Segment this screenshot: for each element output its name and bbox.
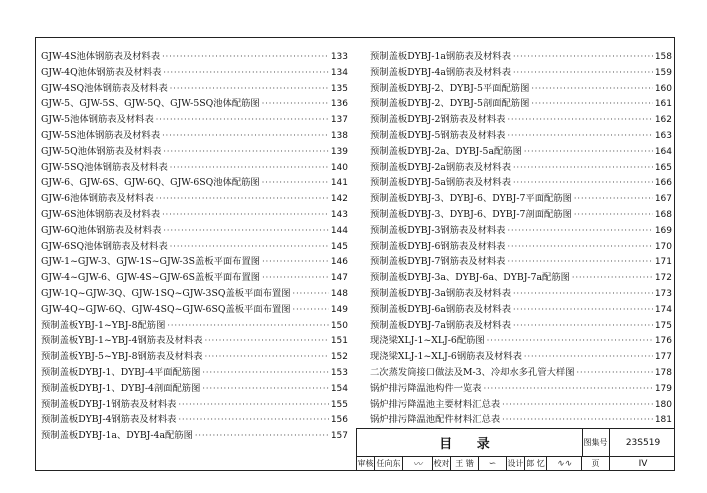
toc-entry-title: 预制盖板DYBJ-6a钢筋表及材料表	[370, 303, 512, 315]
toc-entry-page: 162	[654, 115, 672, 126]
toc-left-column	[41, 49, 348, 444]
toc-entry-page: 147	[330, 273, 348, 284]
toc-entry-page: 159	[654, 67, 672, 78]
toc-entry	[41, 254, 348, 270]
toc-entry-page: 181	[654, 415, 672, 426]
toc-leader-dots	[574, 191, 653, 207]
toc-entry-page: 151	[330, 336, 348, 347]
toc-entry	[41, 49, 348, 65]
toc-entry	[370, 239, 672, 255]
toc-entry	[41, 112, 348, 128]
toc-entry-page: 137	[330, 115, 348, 126]
toc-leader-dots	[170, 239, 329, 255]
toc-entry	[370, 270, 672, 286]
toc-entry-page: 138	[330, 130, 348, 141]
toc-entry	[41, 333, 348, 349]
toc-entry	[370, 365, 672, 381]
toc-entry-title: 预制盖板DYBJ-6钢筋表及材料表	[370, 240, 506, 252]
atlas-number-label: 图集号	[582, 429, 610, 456]
toc-entry	[41, 302, 348, 318]
checker-name: 王 锴	[451, 456, 479, 471]
toc-entry-page: 144	[330, 225, 348, 236]
reviewer-signature-mark: 〰	[412, 460, 422, 470]
toc-entry-page: 141	[330, 178, 348, 189]
toc-entry-title: 预制盖板DYBJ-5a钢筋表及材料表	[370, 177, 512, 189]
review-label: 审核	[357, 456, 375, 471]
toc-entry	[41, 65, 348, 81]
toc-entry-title: 预制盖板DYBJ-7a钢筋表及材料表	[370, 319, 512, 331]
toc-entry-page: 180	[654, 399, 672, 410]
toc-entry-title: 预制盖板DYBJ-7钢筋表及材料表	[370, 256, 506, 268]
toc-entry-page: 135	[330, 83, 348, 94]
check-label: 校对	[433, 456, 451, 471]
toc-leader-dots	[577, 365, 653, 381]
toc-leader-dots	[262, 270, 329, 286]
toc-entry	[41, 270, 348, 286]
toc-leader-dots	[524, 349, 653, 365]
toc-entry	[370, 96, 672, 112]
toc-right-column	[370, 49, 672, 428]
toc-entry	[370, 207, 672, 223]
page-title: 目 录	[357, 429, 583, 456]
toc-entry-page: 152	[330, 352, 348, 363]
toc-entry-page: 174	[654, 304, 672, 315]
toc-leader-dots	[531, 96, 652, 112]
toc-entry	[41, 191, 348, 207]
toc-entry	[370, 333, 672, 349]
toc-leader-dots	[572, 270, 653, 286]
toc-entry-page: 136	[330, 99, 348, 110]
toc-entry	[41, 428, 348, 444]
toc-entry-title: 预制盖板DYBJ-4a钢筋表及材料表	[370, 66, 512, 78]
toc-leader-dots	[513, 65, 653, 81]
toc-leader-dots	[156, 112, 329, 128]
toc-entry	[370, 112, 672, 128]
toc-entry-title: 预制盖板DYBJ-1a钢筋表及材料表	[370, 51, 512, 62]
toc-leader-dots	[162, 207, 329, 223]
toc-leader-dots	[513, 175, 653, 191]
toc-entry	[370, 81, 672, 97]
toc-entry-title: 现浇梁XLJ-1~XLJ-6配筋图	[370, 335, 485, 347]
atlas-number: 23S519	[625, 437, 661, 448]
toc-entry-title: GJW-5、GJW-5S、GJW-5Q、GJW-5SQ池体配筋图	[41, 98, 260, 110]
toc-entry-page: 161	[654, 99, 672, 110]
reviewer-name: 任向东	[375, 456, 403, 471]
toc-entry-title: GJW-6SQ池体钢筋表及材料表	[41, 240, 168, 252]
toc-entry-page: 172	[654, 273, 672, 284]
toc-entry-page: 160	[654, 83, 672, 94]
toc-entry-page: 175	[654, 320, 672, 331]
toc-entry-page: 145	[330, 241, 348, 252]
toc-leader-dots	[202, 381, 328, 397]
toc-entry-page: 133	[330, 52, 348, 62]
toc-entry-title: GJW-1Q~GJW-3Q、GJW-1SQ~GJW-3SQ盖板平面布置图	[41, 287, 291, 299]
toc-entry-title: GJW-4Q~GJW-6Q、GJW-4SQ~GJW-6SQ盖板平面布置图	[41, 303, 291, 315]
toc-leader-dots	[205, 349, 329, 365]
toc-entry	[41, 81, 348, 97]
toc-entry-title: 预制盖板DYBJ-3a、DYBJ-6a、DYBJ-7a配筋图	[370, 272, 570, 284]
toc-leader-dots	[513, 160, 653, 176]
toc-entry-page: 170	[654, 241, 672, 252]
toc-leader-dots	[167, 318, 328, 334]
title-block-row-1	[357, 429, 675, 457]
toc-entry-title: GJW-1~GJW-3、GJW-1S~GJW-3S盖板平面布置图	[41, 256, 261, 268]
toc-entry	[370, 128, 672, 144]
toc-leader-dots	[513, 318, 653, 334]
toc-entry-page: 157	[330, 431, 348, 442]
toc-leader-dots	[487, 333, 653, 349]
toc-entry-page: 164	[654, 146, 672, 157]
toc-entry-title: 预制盖板DYBJ-3钢筋表及材料表	[370, 224, 506, 236]
toc-entry-title: 二次蒸发筒接口做法及M-3、冷却水多孔管大样图	[370, 366, 575, 378]
toc-leader-dots	[507, 128, 652, 144]
toc-entry-title: 预制盖板DYBJ-3、DYBJ-6、DYBJ-7剖面配筋图	[370, 208, 572, 220]
toc-entry	[41, 96, 348, 112]
toc-entry-page: 179	[654, 383, 672, 394]
toc-leader-dots	[205, 333, 329, 349]
toc-entry-page: 173	[654, 288, 672, 299]
toc-leader-dots	[178, 412, 328, 428]
toc-entry-page: 155	[330, 399, 348, 410]
toc-entry-title: 预制盖板YBJ-5~YBJ-8钢筋表及材料表	[41, 351, 203, 363]
toc-entry-title: GJW-6S池体钢筋表及材料表	[41, 208, 161, 220]
toc-entry-page: 153	[330, 367, 348, 378]
toc-entry-title: GJW-5池体钢筋表及材料表	[41, 114, 154, 126]
toc-leader-dots	[262, 96, 329, 112]
toc-entry-title: 预制盖板DYBJ-4钢筋表及材料表	[41, 414, 177, 426]
toc-leader-dots	[163, 223, 328, 239]
toc-entry-page: 171	[654, 257, 672, 268]
toc-leader-dots	[507, 254, 652, 270]
toc-entry-page: 166	[654, 178, 672, 189]
toc-entry	[370, 397, 672, 413]
title-block	[356, 428, 675, 471]
toc-entry	[41, 318, 348, 334]
toc-entry	[41, 365, 348, 381]
toc-leader-dots	[524, 144, 653, 160]
toc-entry-title: GJW-4~GJW-6、GJW-4S~GJW-6S盖板平面布置图	[41, 272, 261, 284]
toc-leader-dots	[170, 81, 329, 97]
toc-leader-dots	[574, 207, 653, 223]
toc-leader-dots	[502, 412, 653, 428]
toc-entry	[41, 286, 348, 302]
toc-leader-dots	[162, 128, 329, 144]
design-label: 设计	[507, 456, 525, 471]
toc-entry-title: GJW-5SQ池体钢筋表及材料表	[41, 161, 168, 173]
toc-entry-page: 168	[654, 209, 672, 220]
toc-entry-title: GJW-6、GJW-6S、GJW-6Q、GJW-6SQ池体配筋图	[41, 177, 260, 189]
drawing-frame	[35, 37, 675, 471]
toc-entry	[370, 286, 672, 302]
toc-leader-dots	[170, 160, 329, 176]
toc-leader-dots	[507, 112, 652, 128]
toc-leader-dots	[507, 223, 652, 239]
toc-leader-dots	[293, 302, 329, 318]
toc-entry-title: 预制盖板DYBJ-3a钢筋表及材料表	[370, 287, 512, 299]
toc-entry	[41, 349, 348, 365]
page-label: 页	[582, 456, 610, 471]
page-number: IV	[638, 458, 648, 469]
toc-entry	[41, 397, 348, 413]
toc-leader-dots	[513, 286, 653, 302]
toc-leader-dots	[502, 397, 653, 413]
toc-entry-page: 142	[330, 194, 348, 205]
toc-entry-title: 预制盖板DYBJ-5钢筋表及材料表	[370, 129, 506, 141]
toc-entry-title: 预制盖板DYBJ-3、DYBJ-6、DYBJ-7平面配筋图	[370, 193, 572, 205]
toc-entry-title: 预制盖板YBJ-1~YBJ-8配筋图	[41, 319, 166, 331]
toc-entry	[370, 223, 672, 239]
toc-entry-title: GJW-6Q池体钢筋表及材料表	[41, 224, 162, 236]
designer-name: 郎 忆	[525, 456, 547, 471]
toc-entry-page: 169	[654, 225, 672, 236]
toc-entry	[41, 412, 348, 428]
toc-leader-dots	[156, 191, 329, 207]
toc-entry-title: 预制盖板DYBJ-1、DYBJ-4剖面配筋图	[41, 382, 201, 394]
toc-entry-title: 预制盖板DYBJ-2钢筋表及材料表	[370, 114, 506, 126]
toc-entry	[41, 223, 348, 239]
toc-entry-page: 156	[330, 415, 348, 426]
toc-entry-title: 预制盖板DYBJ-2a、DYBJ-5a配筋图	[370, 145, 522, 157]
toc-entry-page: 178	[654, 367, 672, 378]
toc-leader-dots	[262, 175, 329, 191]
toc-leader-dots	[195, 428, 329, 444]
toc-entry-title: 预制盖板DYBJ-1、DYBJ-4平面配筋图	[41, 366, 201, 378]
toc-entry-title: 预制盖板DYBJ-2、DYBJ-5剖面配筋图	[370, 98, 530, 110]
toc-leader-dots	[163, 144, 328, 160]
toc-entry-title: 锅炉排污降温池配件材料汇总表	[370, 414, 501, 426]
toc-leader-dots	[513, 302, 653, 318]
toc-entry	[370, 175, 672, 191]
toc-entry-title: GJW-4Q池体钢筋表及材料表	[41, 66, 162, 78]
toc-entry	[41, 239, 348, 255]
toc-entry	[370, 49, 672, 65]
toc-entry-page: 134	[330, 67, 348, 78]
toc-leader-dots	[162, 49, 329, 65]
toc-entry-page: 177	[654, 352, 672, 363]
toc-entry-page: 150	[330, 320, 348, 331]
toc-leader-dots	[178, 397, 328, 413]
toc-entry	[370, 318, 672, 334]
checker-signature-mark: ∽	[488, 458, 497, 469]
toc-entry	[370, 412, 672, 428]
toc-leader-dots	[163, 65, 328, 81]
toc-entry-title: GJW-5S池体钢筋表及材料表	[41, 129, 161, 141]
checker-signature	[479, 456, 507, 471]
toc-entry-title: 预制盖板DYBJ-2、DYBJ-5平面配筋图	[370, 82, 530, 94]
toc-leader-dots	[293, 286, 329, 302]
toc-entry-page: 148	[330, 288, 348, 299]
toc-entry	[41, 160, 348, 176]
toc-leader-dots	[262, 254, 329, 270]
toc-entry	[370, 349, 672, 365]
toc-entry-title: GJW-4S池体钢筋表及材料表	[41, 51, 161, 62]
toc-entry	[41, 144, 348, 160]
toc-entry-page: 165	[654, 162, 672, 173]
toc-entry	[370, 254, 672, 270]
toc-entry-page: 149	[330, 304, 348, 315]
toc-entry	[370, 144, 672, 160]
toc-entry-title: 锅炉排污降温池构件一览表	[370, 382, 482, 394]
toc-entry-page: 163	[654, 130, 672, 141]
toc-entry-page: 146	[330, 257, 348, 268]
toc-entry-page: 139	[330, 146, 348, 157]
toc-entry	[370, 381, 672, 397]
toc-entry-page: 154	[330, 383, 348, 394]
toc-entry-title: 现浇梁XLJ-1~XLJ-6钢筋表及材料表	[370, 351, 522, 363]
toc-entry-title: GJW-6池体钢筋表及材料表	[41, 193, 154, 205]
toc-entry	[41, 128, 348, 144]
toc-entry	[41, 175, 348, 191]
toc-entry	[370, 160, 672, 176]
toc-entry	[370, 191, 672, 207]
reviewer-signature	[403, 456, 433, 471]
toc-leader-dots	[507, 239, 652, 255]
title-block-row-2	[357, 456, 675, 471]
toc-entry	[41, 381, 348, 397]
toc-entry-page: 140	[330, 162, 348, 173]
toc-leader-dots	[202, 365, 328, 381]
toc-entry-page: 158	[654, 52, 672, 62]
toc-entry-title: 预制盖板DYBJ-1钢筋表及材料表	[41, 398, 177, 410]
toc-entry-page: 167	[654, 194, 672, 205]
toc-entry-page: 143	[330, 209, 348, 220]
toc-entry	[41, 207, 348, 223]
toc-entry-title: 预制盖板YBJ-1~YBJ-4钢筋表及材料表	[41, 335, 203, 347]
toc-entry-title: GJW-5Q池体钢筋表及材料表	[41, 145, 162, 157]
toc-entry-title: 锅炉排污降温池主要材料汇总表	[370, 398, 501, 410]
toc-entry	[370, 65, 672, 81]
toc-entry-title: GJW-4SQ池体钢筋表及材料表	[41, 82, 168, 94]
toc-entry	[370, 302, 672, 318]
toc-entry-title: 预制盖板DYBJ-2a钢筋表及材料表	[370, 161, 512, 173]
designer-signature-mark: ∿∿	[556, 458, 572, 469]
toc-leader-dots	[513, 49, 653, 65]
designer-signature	[547, 456, 582, 471]
toc-leader-dots	[484, 381, 653, 397]
toc-entry-title: 预制盖板DYBJ-1a、DYBJ-4a配筋图	[41, 430, 193, 442]
toc-entry-page: 176	[654, 336, 672, 347]
toc-leader-dots	[531, 81, 652, 97]
